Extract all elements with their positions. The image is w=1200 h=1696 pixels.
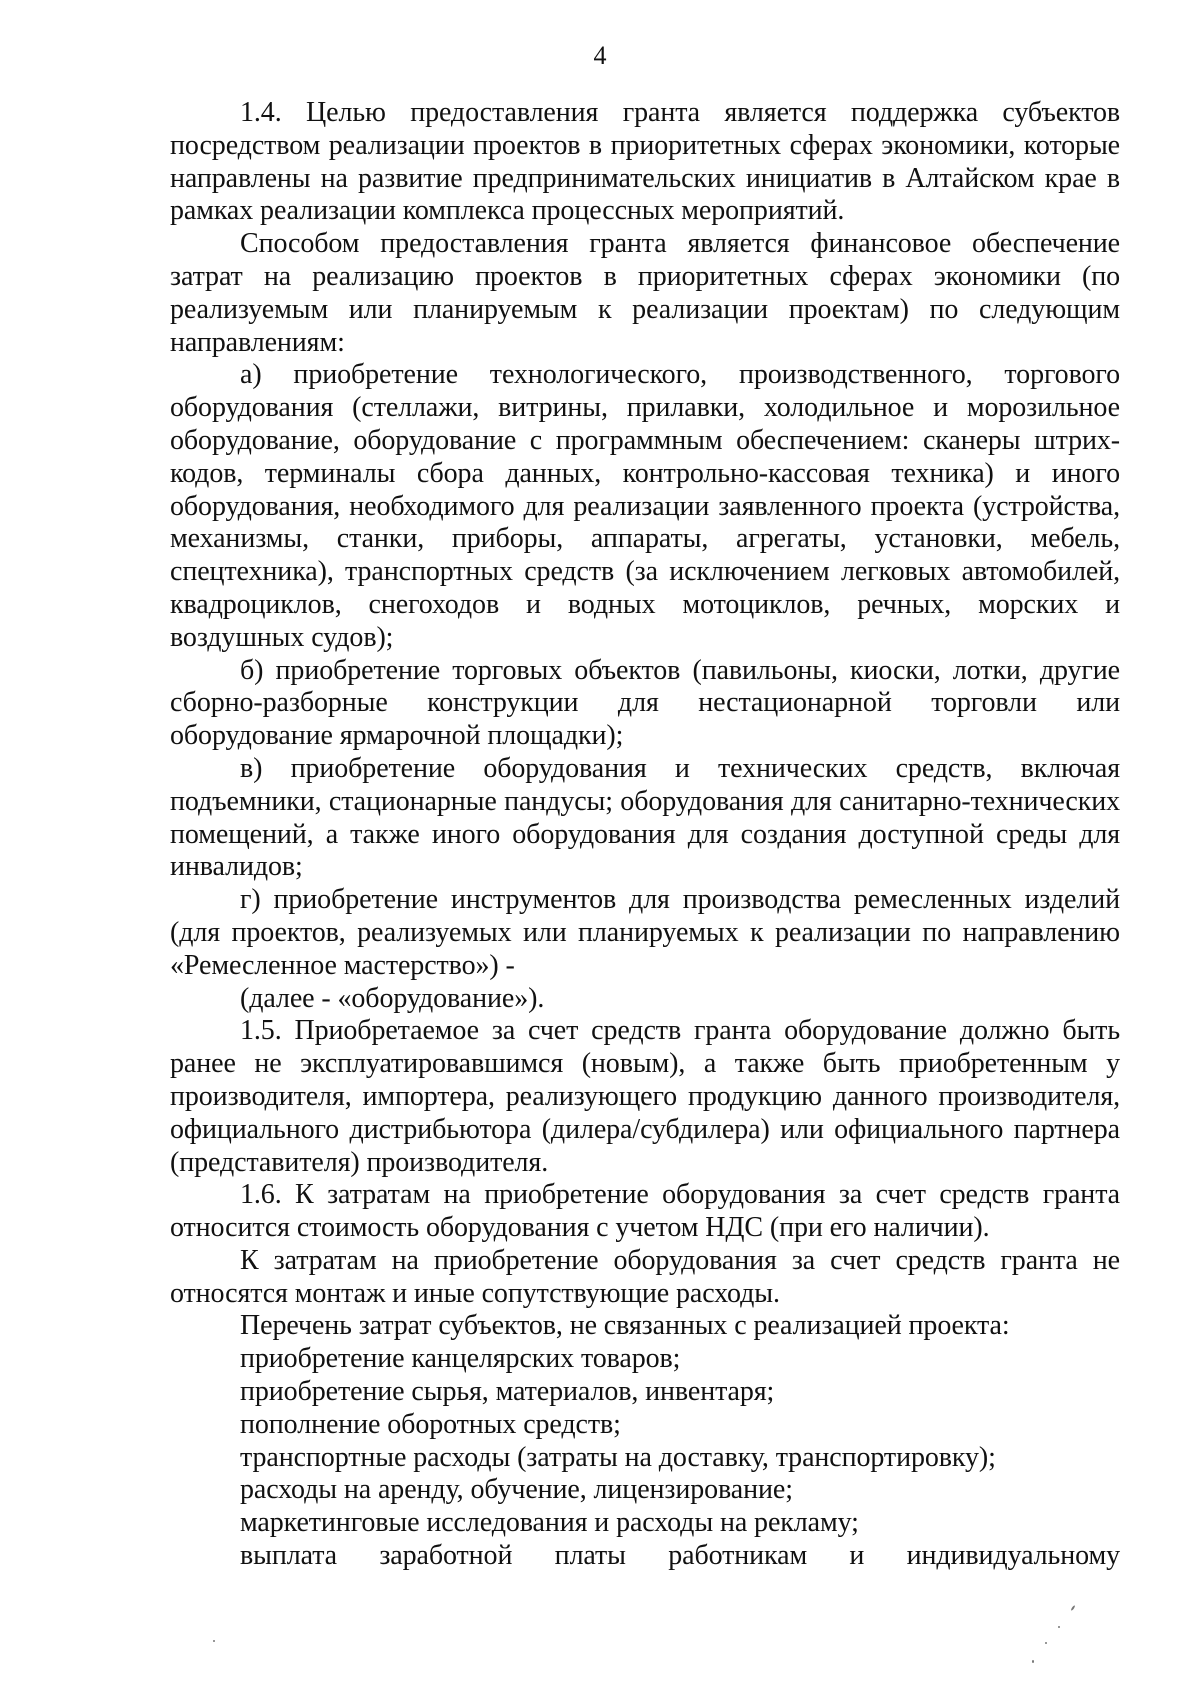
scan-speck bbox=[1070, 1605, 1075, 1611]
scan-speck bbox=[1045, 1642, 1047, 1644]
list-item-rent-training: расходы на аренду, обучение, лицензирование; bbox=[240, 1474, 793, 1506]
paragraph-cost-list-heading: Перечень затрат субъектов, не связанных с реализацией проекта: bbox=[240, 1310, 1010, 1342]
document-body bbox=[170, 97, 1120, 1573]
list-item-marketing: маркетинговые исследования и расходы на рекламу; bbox=[240, 1507, 859, 1539]
paragraph-definition: (далее - «оборудование»). bbox=[240, 982, 545, 1014]
list-item-working-capital: пополнение оборотных средств; bbox=[240, 1408, 621, 1440]
scan-speck bbox=[1058, 1626, 1060, 1628]
paragraph-item-b: б) приобретение торговых объектов (павильоны, киоски, лотки, другие сборно-разборные конструкции для нестационарной торговли или оборудование ярмарочной площадки); bbox=[170, 654, 1120, 752]
list-item-salary: выплата заработной платы работникам и индивидуальному bbox=[240, 1540, 1120, 1572]
paragraph-1-5: 1.5. Приобретаемое за счет средств гранта оборудование должно быть ранее не эксплуатировавшимся (новым), а также быть приобретенным у производителя, импортера, реализующего продукцию данного производителя, официального дистрибьютора (дилера/субдилера) или официального партнера (представителя) производителя. bbox=[170, 1015, 1120, 1178]
list-item-raw-materials: приобретение сырья, материалов, инвентаря; bbox=[240, 1376, 775, 1408]
paragraph-item-v: в) приобретение оборудования и технических средств, включая подъемники, стационарные пандусы; оборудования для санитарно-технических помещений, а также иного оборудования для создания доступной среды для инвалидов; bbox=[170, 752, 1120, 883]
scan-speck bbox=[1032, 1660, 1034, 1663]
page-number: 4 bbox=[593, 41, 607, 70]
paragraph-grant-method: Способом предоставления гранта является финансовое обеспечение затрат на реализацию проектов в приоритетных сферах экономики (по реализуемым или планируемым к реализации проектам) по следующим направлениям: bbox=[170, 228, 1120, 358]
scan-speck bbox=[213, 1640, 215, 1642]
paragraph-item-g: г) приобретение инструментов для производства ремесленных изделий (для проектов, реализуемых или планируемых к реализации по направлению «Ремесленное мастерство») - bbox=[170, 884, 1120, 981]
list-item-transport-costs: транспортные расходы (затраты на доставку, транспортировку); bbox=[240, 1441, 996, 1473]
paragraph-1-6: 1.6. К затратам на приобретение оборудования за счет средств гранта относится стоимость оборудования с учетом НДС (при его наличии). bbox=[170, 1179, 1120, 1244]
paragraph-excluded-costs: К затратам на приобретение оборудования за счет средств гранта не относятся монтаж и иные сопутствующие расходы. bbox=[170, 1244, 1120, 1309]
list-item-stationery: приобретение канцелярских товаров; bbox=[240, 1343, 681, 1375]
paragraph-item-a: а) приобретение технологического, производственного, торгового оборудования (стеллажи, витрины, прилавки, холодильное и морозильное оборудование, оборудование с программным обеспечением: сканеры штрих-кодов, терминалы сбора данных, контрольно-кассовая техника) и иного оборудования, необходимого для реализации заявленного проекта (устройства, механизмы, станки, приборы, аппараты, агрегаты, установки, мебель, спецтехника), транспортных средств (за исключением легковых автомобилей, квадроциклов, снегоходов и водных мотоциклов, речных, морских и воздушных судов); bbox=[170, 359, 1120, 653]
paragraph-1-4-goal: 1.4. Целью предоставления гранта является поддержка субъектов посредством реализации проектов в приоритетных сферах экономики, которые направлены на развитие предпринимательских инициатив в Алтайском крае в рамках реализации комплекса процессных мероприятий. bbox=[170, 97, 1120, 227]
